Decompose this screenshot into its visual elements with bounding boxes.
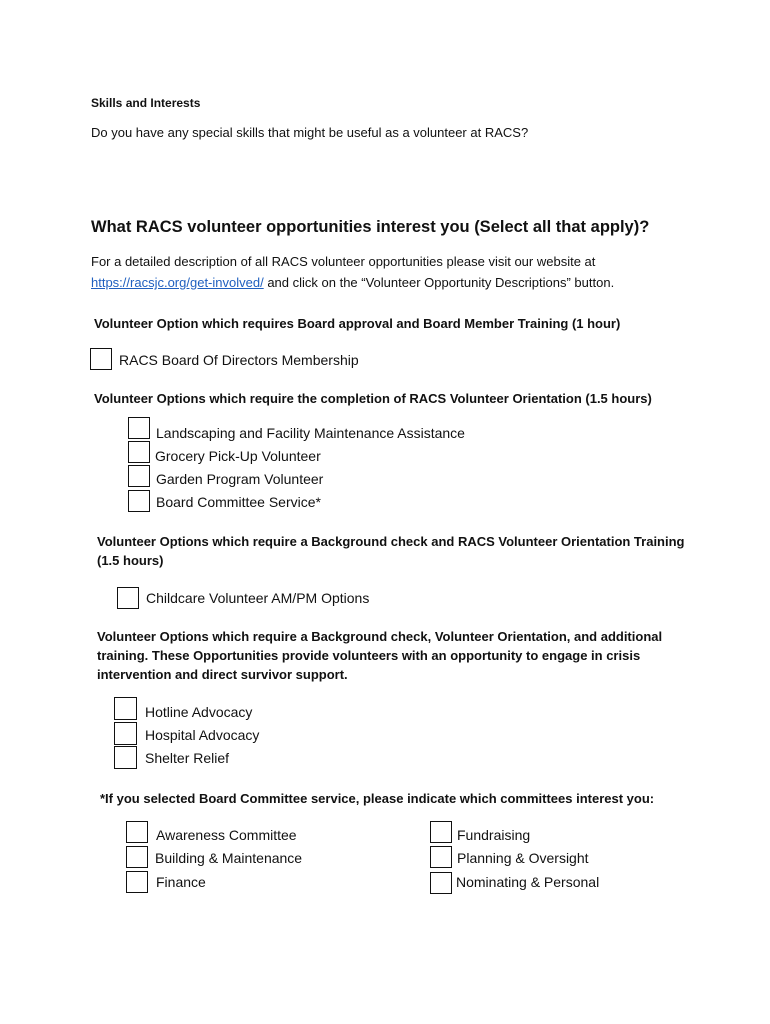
checkbox-nominating[interactable] bbox=[430, 872, 452, 894]
committees-heading: *If you selected Board Committee service, please indicate which committees interest you: bbox=[100, 791, 655, 806]
option-landscaping: Landscaping and Facility Maintenance Assistance bbox=[156, 425, 465, 441]
section3-heading bbox=[97, 532, 685, 570]
section3-heading-line2: (1.5 hours) bbox=[97, 553, 164, 568]
checkbox-grocery[interactable] bbox=[128, 441, 150, 463]
intro-text: For a detailed description of all RACS volunteer opportunities please visit our website at bbox=[91, 254, 596, 269]
option-fundraising: Fundraising bbox=[457, 827, 531, 843]
checkbox-board-committee[interactable] bbox=[128, 490, 150, 512]
option-hotline: Hotline Advocacy bbox=[145, 704, 253, 720]
intro-tail: and click on the “Volunteer Opportunity Descriptions” button. bbox=[267, 275, 615, 290]
checkbox-hotline[interactable] bbox=[114, 697, 137, 720]
option-shelter: Shelter Relief bbox=[145, 750, 230, 766]
checkbox-fundraising[interactable] bbox=[430, 821, 452, 843]
section4-heading bbox=[97, 627, 662, 684]
opportunities-heading: What RACS volunteer opportunities interest you (Select all that apply)? bbox=[91, 218, 650, 236]
checkbox-garden[interactable] bbox=[128, 465, 150, 487]
option-planning: Planning & Oversight bbox=[457, 850, 589, 866]
option-building: Building & Maintenance bbox=[155, 850, 303, 866]
section4-heading-line1: Volunteer Options which require a Background check, Volunteer Orientation, and additional bbox=[97, 629, 663, 644]
checkbox-planning[interactable] bbox=[430, 846, 452, 868]
checkbox-awareness[interactable] bbox=[126, 821, 148, 843]
section1-heading: Volunteer Option which requires Board approval and Board Member Training (1 hour) bbox=[94, 316, 621, 331]
checkbox-landscaping[interactable] bbox=[128, 417, 150, 439]
checkbox-building[interactable] bbox=[126, 846, 148, 868]
option-awareness: Awareness Committee bbox=[156, 827, 297, 843]
skills-heading: Skills and Interests bbox=[91, 96, 201, 110]
section4-heading-line3: intervention and direct survivor support. bbox=[97, 667, 348, 682]
checkbox-shelter[interactable] bbox=[114, 746, 137, 769]
section3-heading-line1: Volunteer Options which require a Background check and RACS Volunteer Orientation Training bbox=[97, 534, 685, 549]
checkbox-board-of-directors[interactable] bbox=[90, 348, 112, 370]
section4-heading-line2: training. These Opportunities provide volunteers with an opportunity to engage in crisis bbox=[97, 648, 641, 663]
option-grocery: Grocery Pick-Up Volunteer bbox=[155, 448, 321, 464]
section2-heading: Volunteer Options which require the completion of RACS Volunteer Orientation (1.5 hours) bbox=[94, 391, 652, 406]
checkbox-childcare[interactable] bbox=[117, 587, 139, 609]
opportunities-intro bbox=[91, 251, 691, 293]
get-involved-link[interactable]: https://racsjc.org/get-involved/ bbox=[91, 275, 264, 290]
checkbox-finance[interactable] bbox=[126, 871, 148, 893]
option-board-of-directors: RACS Board Of Directors Membership bbox=[119, 352, 359, 368]
option-childcare: Childcare Volunteer AM/PM Options bbox=[146, 590, 370, 606]
option-finance: Finance bbox=[156, 874, 206, 890]
skills-question: Do you have any special skills that might be useful as a volunteer at RACS? bbox=[91, 125, 529, 140]
option-nominating: Nominating & Personal bbox=[456, 874, 600, 890]
option-garden: Garden Program Volunteer bbox=[156, 471, 324, 487]
option-board-committee: Board Committee Service* bbox=[156, 494, 321, 510]
checkbox-hospital[interactable] bbox=[114, 722, 137, 745]
option-hospital: Hospital Advocacy bbox=[145, 727, 260, 743]
